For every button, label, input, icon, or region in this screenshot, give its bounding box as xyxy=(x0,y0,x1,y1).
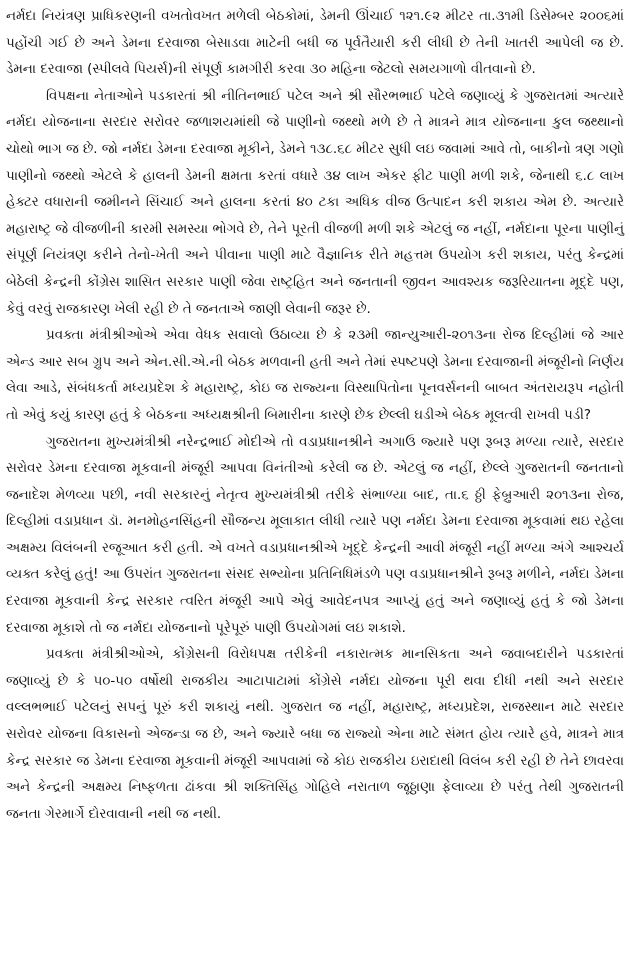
paragraph-5: પ્રવક્તા મંત્રીશ્રીઓએ, કોંગ્રેસની વિરોધપક્ષ તરીકેની નકારાત્મક માનસિકતા અને જવાબદારીને પડકારતાં જણાવ્યું છે કે ૫૦-૫૦ વર્ષોથી રાજકીય આટાપાટામાં કોંગ્રેસે નર્મદા યોજના પૂરી થવા દીધી નથી અને સરદાર વલ્લભભાઈ પટેલનું સપનું પૂરું કરી શકાયું નથી. ગુજરાત જ નહીં, મહારાષ્ટ્ર, મધ્યપ્રદેશ, રાજસ્થાન માટે સરદાર સરોવર યોજના વિકાસનો એજન્ડા જ છે, અને જ્યારે બધા જ રાજ્યો એના માટે સંમત હોય ત્યારે હવે, માત્રને માત્ર કેન્દ્ર સરકાર જ ડેમના દરવાજા મૂકવાની મંજૂરી આપવામાં જે કોઇ રાજકીય ઇરાદાથી વિલંબ કરી રહી છે તેને છાવરવા અને કેન્દ્રની અક્ષમ્ય નિષ્ફળતા ઢાંકવા શ્રી શક્તિસિંહ ગોહિલે નરાતાળ જૂઠ્ઠાણા ફેલાવ્યા છે પરંતુ તેથી ગુજરાતની જનતા ગેરમાર્ગે દોરવાવાની નથી જ નથી. xyxy=(6,647,624,822)
paragraph-4: ગુજરાતના મુખ્યમંત્રીશ્રી નરેન્દ્રભાઈ મોદીએ તો વડાપ્રધાનશ્રીને અગાઉ જ્યારે પણ રૂબરૂ મળ્યા ત્યારે, સરદાર સરોવર ડેમના દરવાજા મૂકવાની મંજૂરી આપવા વિનંતીઓ કરેલી જ છે. એટલું જ નહીં, છેલ્લે ગુજરાતની જનતાનો જનાદેશ મેળવ્યા પછી, નવી સરકારનું નેતૃત્વ મુખ્યમંત્રીશ્રી તરીકે સંભાળ્યા બાદ, તા.૬ ઠ્ઠી ફેબ્રુઆરી ૨૦૧૩ના રોજ, દિલ્હીમાં વડાપ્રધાન ડૉ. મનમોહનસિંહની સૌજન્ય મૂલાકાત લીધી ત્યારે પણ નર્મદા ડેમના દરવાજા મૂકવામાં થઇ રહેલા અક્ષમ્ય વિલંબની રજૂઆત કરી હતી. એ વખતે વડાપ્રધાનશ્રીએ ખૂદ્દે કેન્દ્રની આવી મંજૂરી નહીં મળ્યા અંગે આશ્ચર્ય વ્યક્ત કરેલું હતું! આ ઉપરાંત ગુજરાતના સંસદ સભ્યોના પ્રતિનિધિમંડળે પણ વડાપ્રધાનશ્રીને રૂબરૂ મળીને, નર્મદા ડેમના દરવાજા મૂકવાની કેન્દ્ર સરકાર ત્વરિત મંજૂરી આપે એવું આવેદનપત્ર આપ્યું હતું અને જણાવ્યું હતું કે જો ડેમના દરવાજા મૂકાશે તો જ નર્મદા યોજનાનો પૂરેપૂરું પાણી ઉપયોગમાં લઇ શકાશે. xyxy=(6,434,624,636)
paragraph-1: નર્મદા નિયંત્રણ પ્રાધિકરણની વખતોવખત મળેલી બેઠકોમાં, ડેમની ઊંચાઈ ૧૨૧.૯૨ મીટર તા.૩૧મી ડિસેમ્બર ૨૦૦૬માં પહોંચી ગઈ છે અને ડેમના દરવાજા બેસાડવા માટેની બધી જ પૂર્વતૈયારી કરી લીધી છે તેની ખાતરી આપેલી જ છે. ડેમના દરવાજા (સ્પીલવે પિયર્સ)ની સંપૂર્ણ કામગીરી કરવા ૩૦ મહિના જેટલો સમયગાળો વીતવાનો છે. xyxy=(6,9,624,78)
paragraph-3: પ્રવક્તા મંત્રીશ્રીઓએ એવા વેધક સવાલો ઉઠાવ્યા છે કે ૨૩મી જાન્યુઆરી-૨૦૧૩ના રોજ દિલ્હીમાં જે આર એન્ડ આર સબ ગ્રુપ અને એન.સી.એ.ની બેઠક મળવાની હતી અને તેમાં સ્પષ્ટપણે ડેમના દરવાજાની મંજૂરીનો નિર્ણય લેવા આડે, સંબંધકર્તા મધ્યપ્રદેશ કે મહારાષ્ટ્ર, કોઇ જ રાજ્યના વિસ્થાપિતોના પૂનવર્સનની બાબત અંતરાયરૂપ નહોતી તો એવું કયું કારણ હતું કે બેઠકના અધ્યક્ષશ્રીની બિમારીના કારણે છેક છેલ્લી ઘડીએ બેઠક મૂલત્વી રાખવી પડી? xyxy=(6,328,624,423)
paragraph-2: વિપક્ષના નેતાઓને પડકારતાં શ્રી નીતિનભાઈ પટેલ અને શ્રી સૌરભભાઈ પટેલે જણાવ્યું કે ગુજરાતમાં અત્યારે નર્મદા યોજનાના સરદાર સરોવર જળાશયમાંથી જે પાણીનો જથ્થો મળે છે તે માત્રને માત્ર યોજનાના કુલ જથ્થાનો ચોથો ભાગ જ છે. જો નર્મદા ડેમના દરવાજા મૂકીને, ડેમને ૧૩૮.૬૮ મીટર સુધી લઇ જવામાં આવે તો, બાકીનો ત્રણ ગણો પાણીનો જથ્થો એટલે કે હાલની ડેમની ક્ષમતા કરતાં વધારે ૩૪ લાખ એકર ફીટ પાણી મળી શકે, જેનાથી ૬.૮ લાખ હેક્ટર વધારાની જમીનને સિંચાઈ અને હાલના કરતાં ૪૦ ટકા અધિક વીજ ઉત્પાદન કરી શકાય એમ છે. અત્યારે મહારાષ્ટ્ર જે વીજળીની કારમી સમસ્યા ભોગવે છે, તેને પૂરતી વીજળી મળી શકે એટલું જ નહીં, નર્મદાના પૂરના પાણીનું સંપૂર્ણ નિયંત્રણ કરીને તેનો-ખેતી અને પીવાના પાણી માટે વૈજ્ઞાનિક રીતે મહત્તમ ઉપયોગ કરી શકાય, પરંતુ કેન્દ્રમાં બેઠેલી કેન્દ્રની કોંગ્રેસ શાસિત સરકાર પાણી જેવા રાષ્ટ્રહિત અને જનતાની જીવન આવશ્યક જરૂરિયાતના મૂદ્દે પણ, કેવું વરવું રાજકારણ ખેલી રહી છે તે જનતાએ જાણી લેવાની જરૂર છે. xyxy=(6,88,624,317)
